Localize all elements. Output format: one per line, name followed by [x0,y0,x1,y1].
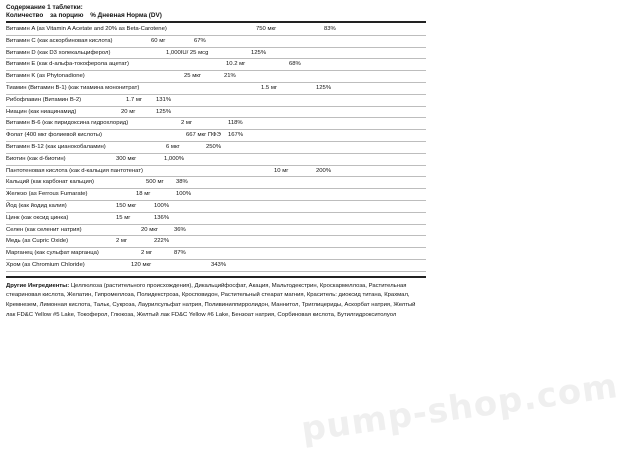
nutrient-row [6,59,426,71]
other-ingredients-text: Целлюлоза (растительного происхождения), Дикальцийфосфат, Акация, Мальтодекстрин, Кроскармеллоза, Растительная стеариновая кислота, Желатин, Гипромеллоза, Полидекстроза, Кросповидон, Растительный стеарат магния, Краситель: диоксид титана, Крахмал, Кремнезем, Лимонная кислота, Тальк, Сукроза, Лаурилсульфат натрия, Поливинилпирролидон, Маннитол, Триглицериды, Аскорбат натрия, Желтый лак FD&C Yellow #5 Lake, Токоферол, Глюкоза, Желтый лак FD&C Yellow #6 Lake, Бензоат натрия, Сорбиновая кислота, Бутилгидрокситолуол [6,282,416,318]
nutrient-row [6,260,426,272]
nutrient-name: Витамин D (как D3 холекальциферол) [6,49,111,56]
nutrient-dv: 83% [324,26,336,32]
nutrient-dv: 222% [154,238,170,245]
nutrient-amount: 2 мг [116,238,128,245]
nutrient-amount: 10.2 мг [226,61,246,68]
nutrient-dv: 200% [316,167,332,174]
nutrient-name: Тиамин (Витамин В-1) (как тиамина мононитрат) [6,84,140,91]
nutrient-amount: 2 мг [141,250,153,257]
nutrient-row [6,154,426,166]
nutrient-dv: 125% [156,108,172,115]
nutrient-row [6,95,426,107]
nutrient-name: Витамин A (as Vitamin A Acetate and 20% as Beta-Carotene) [6,26,167,32]
nutrient-dv: 125% [251,49,267,56]
nutrient-dv: 136% [154,214,170,221]
nutrient-name: Рибофлавин (Витамин В-2) [6,96,82,103]
nutrient-name: Кальций (как карбонат кальция) [6,179,94,186]
facts-column-headers [6,12,426,20]
nutrient-name: Пантотеновая кислота (как d-кальция пантотенат) [6,167,143,174]
column-serving-header: за порцию [50,12,84,19]
nutrient-dv: 1,000% [164,155,184,162]
nutrient-dv: 68% [289,61,301,68]
nutrient-dv: 100% [154,202,170,209]
nutrient-amount: 20 мг [121,108,136,115]
nutrient-name: Цинк (как оксид цинка) [6,214,69,221]
nutrient-amount: 1.7 мг [126,96,143,103]
nutrient-row [6,71,426,83]
nutrient-amount: 1.5 мг [261,84,278,91]
nutrient-dv: 250% [206,143,222,150]
nutrient-dv: 36% [174,226,186,233]
nutrient-dv: 67% [194,37,206,44]
nutrient-amount: 15 мг [116,214,131,221]
nutrient-name: Йод (как йодид калия) [6,202,67,209]
nutrient-dv: 118% [228,120,243,127]
nutrient-row [6,166,426,178]
nutrient-list [6,24,426,272]
nutrient-row [6,118,426,130]
nutrient-row [6,225,426,237]
nutrient-dv: 87% [174,250,186,257]
nutrient-row [6,36,426,48]
nutrient-row [6,107,426,119]
nutrient-name: Витамин В-6 (как пиридоксина гидрохлорид) [6,120,129,127]
ingredients-divider [6,276,426,278]
nutrient-amount: 10 мг [274,167,289,174]
nutrient-amount: 20 мкг [141,226,158,233]
nutrient-dv: 131% [156,96,172,103]
column-dv-header: % Дневная Норма (DV) [90,12,162,19]
nutrient-dv: 21% [224,73,236,80]
nutrient-name: Витамин E (как d-альфа-токоферола ацетат) [6,61,130,68]
other-ingredients-label: Другие Ингредиенты: [6,282,70,289]
watermark: pump-shop.com [298,365,621,450]
nutrient-amount: 18 мг [136,191,151,198]
nutrient-name: Селен (как селенит натрия) [6,226,82,233]
nutrient-amount: 60 мг [151,37,166,44]
nutrient-name: Витамин C (как аскорбиновая кислота) [6,37,113,44]
other-ingredients [6,282,426,320]
nutrient-name: Биотин (как d-биотин) [6,155,66,162]
nutrient-row [6,236,426,248]
header-divider [6,21,426,23]
nutrient-name: Витамин В-12 (как цианокобаламин) [6,143,106,150]
nutrient-row [6,189,426,201]
nutrient-amount: 120 мкг [131,261,152,268]
nutrient-row [6,201,426,213]
nutrient-row [6,130,426,142]
nutrient-row [6,177,426,189]
nutrient-row [6,83,426,95]
nutrient-dv: 125% [316,84,332,91]
nutrient-name: Ниацин (как ниацинамид) [6,108,77,115]
supplement-facts [6,4,426,320]
nutrient-amount: 150 мкг [116,202,137,209]
nutrient-row [6,213,426,225]
nutrient-name: Железо (as Ferrous Fumarate) [6,191,88,198]
nutrient-name: Медь (as Cupric Oxide) [6,238,69,245]
nutrient-name: Витамин K (as Phytonadione) [6,73,85,80]
nutrient-name: Фолат (400 мкг фолиевой кислоты) [6,132,103,139]
facts-title: Содержание 1 таблетки: [6,4,83,11]
nutrient-dv: 100% [176,191,192,198]
nutrient-name: Хром (as Chromium Chloride) [6,261,85,268]
nutrient-amount: 750 мкг [256,26,277,32]
nutrient-row [6,24,426,36]
nutrient-name: Марганец (как сульфат марганца) [6,250,99,257]
nutrient-row [6,248,426,260]
nutrient-dv: 167% [228,132,244,139]
nutrient-amount: 500 мг [146,179,164,186]
nutrient-amount: 1,000IU/ 25 мсg [166,49,209,56]
nutrient-amount: 6 мкг [166,143,180,150]
nutrient-dv: 38% [176,179,188,186]
nutrient-amount: 667 мкг ПФЭ [186,132,221,139]
nutrient-row [6,48,426,60]
nutrient-row [6,142,426,154]
nutrient-amount: 2 мг [181,120,193,127]
column-amount-header: Количество [6,12,44,19]
nutrient-amount: 25 мкг [184,73,201,80]
nutrient-dv: 343% [211,261,227,268]
nutrient-amount: 300 мкг [116,155,137,162]
